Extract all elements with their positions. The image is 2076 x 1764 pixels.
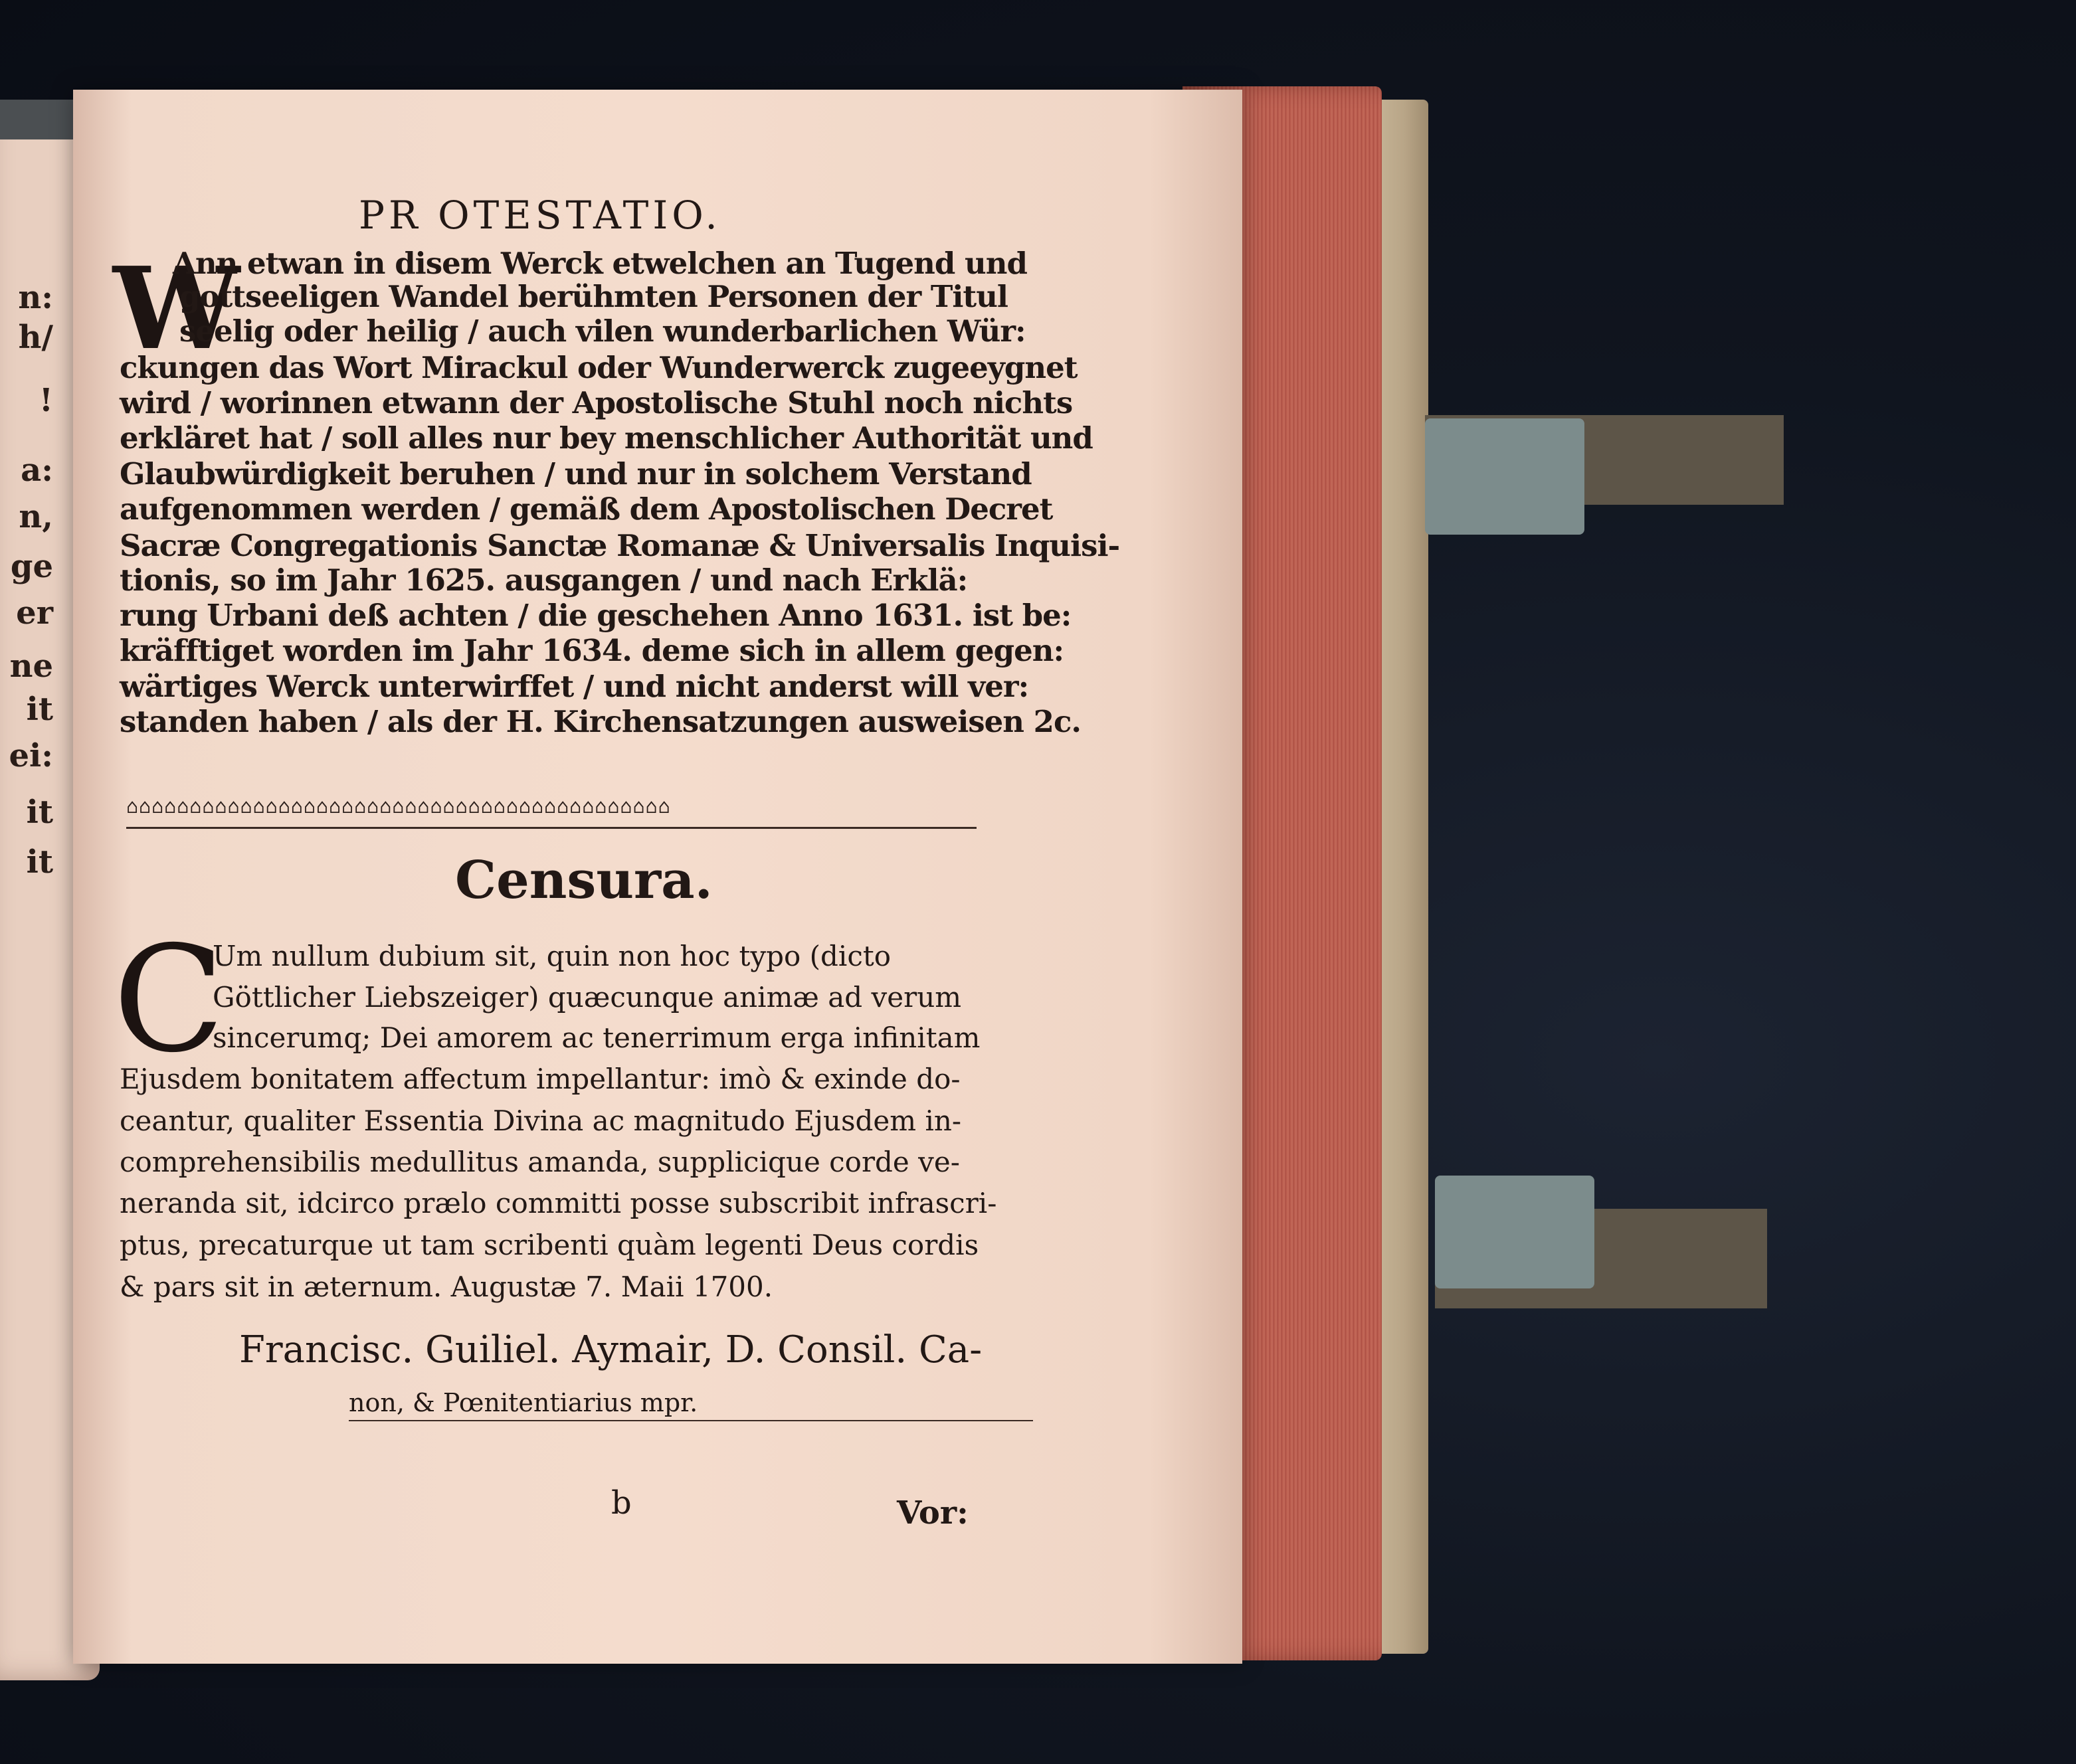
signature-mark: b [611,1484,632,1522]
left-page-fragment: n: [18,279,53,316]
protestatio-line: rung Urbani deß achten / die geschehen Anno 1631. ist be: [120,598,1072,633]
protestatio-line: ckungen das Wort Mirackul oder Wunderwerck zugeeygnet [120,350,1078,385]
left-page-fragment: h/ [18,319,53,356]
left-page-fragment: it [26,794,53,831]
protestatio-line: seelig oder heilig / auch vilen wunderbarlichen Wür: [179,313,1026,349]
protestatio-line: gottseeligen Wandel berühmten Personen der Titul [179,279,1008,314]
left-page-fragment: it [26,691,53,728]
left-page-fragment: it [26,843,53,881]
censura-line: ceantur, qualiter Essentia Divina ac magnitudo Ejusdem in- [120,1104,962,1137]
protestatio-line: Ann etwan in disem Werck etwelchen an Tugend und [173,246,1027,281]
ornament-band: ⌂⌂⌂⌂⌂⌂⌂⌂⌂⌂⌂⌂⌂⌂⌂⌂⌂⌂⌂⌂⌂⌂⌂⌂⌂⌂⌂⌂⌂⌂⌂⌂⌂⌂⌂⌂⌂⌂⌂⌂⌂⌂⌂ [126,795,671,818]
drop-cap-c: C [113,915,225,1085]
protestatio-line: tionis, so im Jahr 1625. ausgangen / und nach Erklä: [120,563,968,598]
signature-line-1: Francisc. Guiliel. Aymair, D. Consil. Ca- [239,1328,983,1371]
signature-line-2: non, & Pœnitentiarius mpr. [349,1388,698,1417]
protestatio-line: wird / worinnen etwann der Apostolische Stuhl noch nichts [120,385,1073,420]
left-page-fragment: ! [39,382,53,419]
left-page-fragment: er [16,594,53,632]
protestatio-line: wärtiges Werck unterwirffet / und nicht anderst will ver: [120,669,1029,704]
protestatio-line: erkläret hat / soll alles nur bey menschlicher Authorität und [120,420,1093,456]
ornament-rule [126,827,977,829]
page-header: PR OTESTATIO. [359,193,721,238]
right-page [73,90,1242,1664]
left-page-fragment: ge [10,548,53,585]
drop-cap-w: W [113,242,240,375]
left-page-fragment: ei: [9,737,53,774]
left-page-fragment: a: [21,452,53,489]
signature-underline [349,1420,1033,1421]
censura-line: Ejusdem bonitatem affectum impellantur: imò & exinde do- [120,1063,961,1095]
catchword: Vor: [897,1494,969,1532]
censura-line: neranda sit, idcirco prælo committi posse subscribit infrascri- [120,1187,997,1219]
left-page-fragment: n, [19,498,53,535]
upper-clasp-metal [1425,418,1584,535]
censura-line: sincerumq; Dei amorem ac tenerrimum erga infinitam [213,1021,981,1054]
lower-clasp-metal [1435,1176,1594,1288]
censura-heading: Censura. [455,850,713,911]
protestatio-line: Sacræ Congregationis Sanctæ Romanæ & Universalis Inquisi- [120,528,1120,563]
protestatio-line: kräfftiget worden im Jahr 1634. deme sich in allem gegen: [120,633,1064,668]
censura-line: comprehensibilis medullitus amanda, supplicique corde ve- [120,1146,960,1178]
censura-line: ptus, precaturque ut tam scribenti quàm legenti Deus cordis [120,1229,979,1261]
censura-line: Göttlicher Liebszeiger) quæcunque animæ ad verum [213,981,962,1014]
protestatio-line: aufgenommen werden / gemäß dem Apostolischen Decret [120,491,1053,527]
censura-line: & pars sit in æternum. Augustæ 7. Maii 1700. [120,1271,773,1303]
protestatio-line: Glaubwürdigkeit beruhen / und nur in solchem Verstand [120,456,1032,491]
protestatio-line: standen haben / als der H. Kirchensatzungen ausweisen 2c. [120,704,1082,739]
left-page-fragment: ne [9,648,53,685]
censura-line: Um nullum dubium sit, quin non hoc typo (dicto [213,940,892,972]
